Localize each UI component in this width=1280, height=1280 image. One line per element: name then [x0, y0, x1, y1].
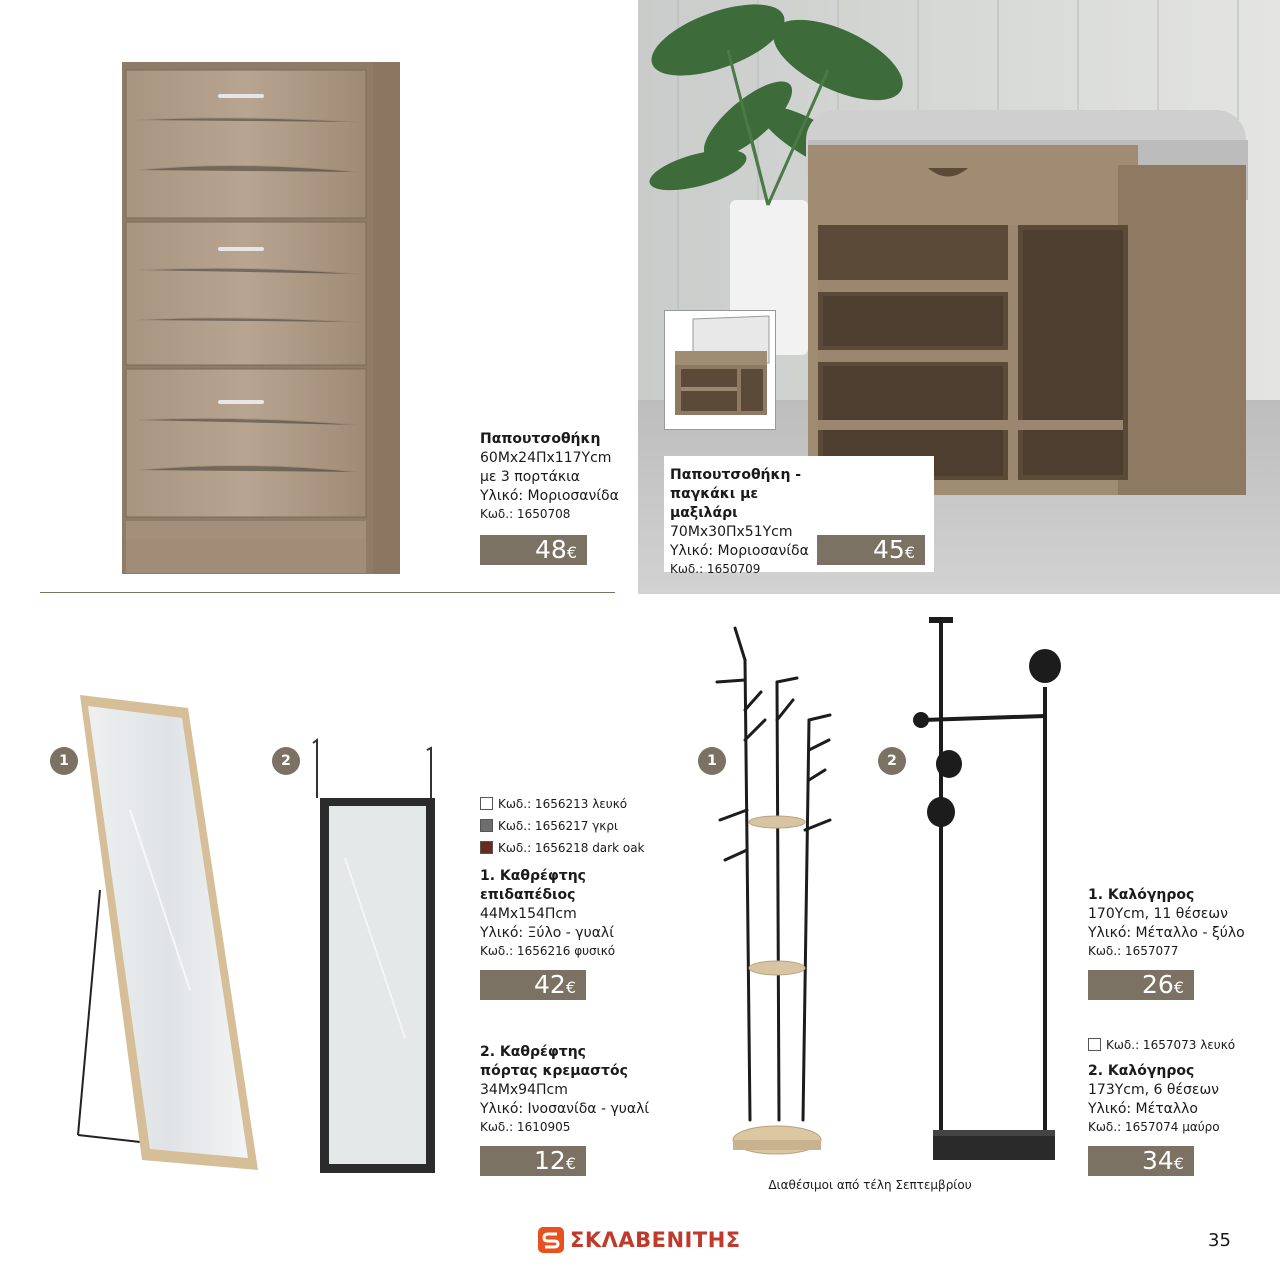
currency-symbol: € — [565, 1154, 576, 1173]
product-title: 1. Καλόγηρος — [1088, 887, 1195, 903]
swatch-row — [480, 796, 680, 813]
swatch-row — [480, 840, 680, 857]
product-material: Υλικό: Μέταλλο - ξύλο — [1088, 925, 1245, 941]
product-code: Κωδ.: 1650708 — [480, 507, 571, 521]
currency-symbol: € — [566, 543, 577, 562]
product-code: Κωδ.: 1657077 — [1088, 944, 1179, 958]
shoe-cabinet-image — [118, 60, 403, 578]
product-material: Υλικό: Μοριοσανίδα — [670, 543, 809, 559]
price-value: 12 — [534, 1146, 566, 1175]
product-title-line1: 1. Καθρέφτης — [480, 868, 586, 884]
price-value: 48 — [535, 535, 567, 564]
product-code: Κωδ.: 1657074 μαύρο — [1088, 1120, 1220, 1134]
product-code: Κωδ.: 1650709 — [670, 562, 761, 576]
product-dimensions: 173Υcm, 6 θέσεων — [1088, 1082, 1219, 1098]
shoe-bench-inset-image — [664, 310, 776, 430]
door-mirror-info — [480, 1043, 670, 1136]
product-dimensions: 60Μx24Πx117Υcm — [480, 450, 612, 466]
product-material: Υλικό: Μέταλλο — [1088, 1101, 1198, 1117]
color-swatch-dark-oak — [480, 841, 493, 854]
item-number-badge: 2 — [272, 747, 300, 775]
currency-symbol: € — [1173, 978, 1184, 997]
swatch-row — [480, 818, 680, 835]
currency-symbol: € — [1173, 1154, 1184, 1173]
price-tag — [1088, 970, 1194, 1000]
availability-note: Διαθέσιμοι από τέλη Σεπτεμβρίου — [768, 1178, 972, 1192]
color-swatch-white — [1088, 1038, 1101, 1051]
price-tag — [480, 970, 586, 1000]
product-doors: με 3 πορτάκια — [480, 469, 581, 485]
swatch-label: Κωδ.: 1656218 dark oak — [498, 841, 645, 855]
product-dimensions: 70Μx30Πx51Υcm — [670, 524, 793, 540]
product-title-line2: πόρτας κρεμαστός — [480, 1063, 628, 1079]
coat-stand-2-image — [905, 612, 1065, 1164]
product-material: Υλικό: Μοριοσανίδα — [480, 488, 619, 504]
product-title-line1: 2. Καθρέφτης — [480, 1044, 586, 1060]
product-title: Παπουτσοθήκη — [480, 431, 601, 447]
color-swatch-grey — [480, 819, 493, 832]
brand-logo — [538, 1226, 741, 1254]
door-mirror-image — [305, 738, 445, 1178]
product-title: 2. Καλόγηρος — [1088, 1063, 1195, 1079]
brand-s-icon — [538, 1227, 564, 1253]
product-code: Κωδ.: 1656216 φυσικό — [480, 944, 616, 958]
coat-stand-1-image — [705, 620, 835, 1165]
floor-mirror-image — [70, 690, 265, 1180]
product-title-line2: επιδαπέδιος — [480, 887, 576, 903]
price-value: 45 — [873, 535, 905, 564]
floor-mirror-info — [480, 867, 660, 960]
shoe-bench-info — [670, 466, 830, 578]
mirror-swatches — [480, 796, 680, 857]
currency-symbol: € — [904, 543, 915, 562]
coat-stand-2-info — [1088, 1062, 1268, 1136]
item-number-badge: 1 — [50, 747, 78, 775]
price-tag — [480, 1146, 586, 1176]
coat-stand-1-info — [1088, 886, 1268, 960]
brand-name: ΣΚΛΑΒΕΝΙΤΗΣ — [570, 1228, 741, 1252]
product-title-line1: Παπουτσοθήκη - — [670, 467, 802, 483]
product-material: Υλικό: Ινοσανίδα - γυαλί — [480, 1101, 650, 1117]
shoe-cabinet-info — [480, 430, 630, 523]
price-value: 42 — [534, 970, 566, 999]
swatch-label: Κωδ.: 1656213 λευκό — [498, 797, 628, 811]
product-title-line2: παγκάκι με μαξιλάρι — [670, 486, 759, 521]
swatch-label: Κωδ.: 1656217 γκρι — [498, 819, 619, 833]
product-material: Υλικό: Ξύλο - γυαλί — [480, 925, 614, 941]
color-swatch-white — [480, 797, 493, 810]
price-value: 34 — [1142, 1146, 1174, 1175]
swatch-label: Κωδ.: 1657073 λευκό — [1106, 1038, 1236, 1052]
price-tag — [1088, 1146, 1194, 1176]
swatch-row — [1088, 1037, 1273, 1054]
section-divider — [40, 592, 615, 593]
currency-symbol: € — [565, 978, 576, 997]
price-tag — [817, 535, 925, 565]
price-tag — [480, 535, 587, 565]
product-dimensions: 170Υcm, 11 θέσεων — [1088, 906, 1228, 922]
item-number-badge: 1 — [698, 747, 726, 775]
page-number: 35 — [1208, 1230, 1231, 1251]
product-dimensions: 34Μx94Πcm — [480, 1082, 568, 1098]
product-code: Κωδ.: 1610905 — [480, 1120, 571, 1134]
item-number-badge: 2 — [878, 747, 906, 775]
product-dimensions: 44Μx154Πcm — [480, 906, 577, 922]
price-value: 26 — [1142, 970, 1174, 999]
